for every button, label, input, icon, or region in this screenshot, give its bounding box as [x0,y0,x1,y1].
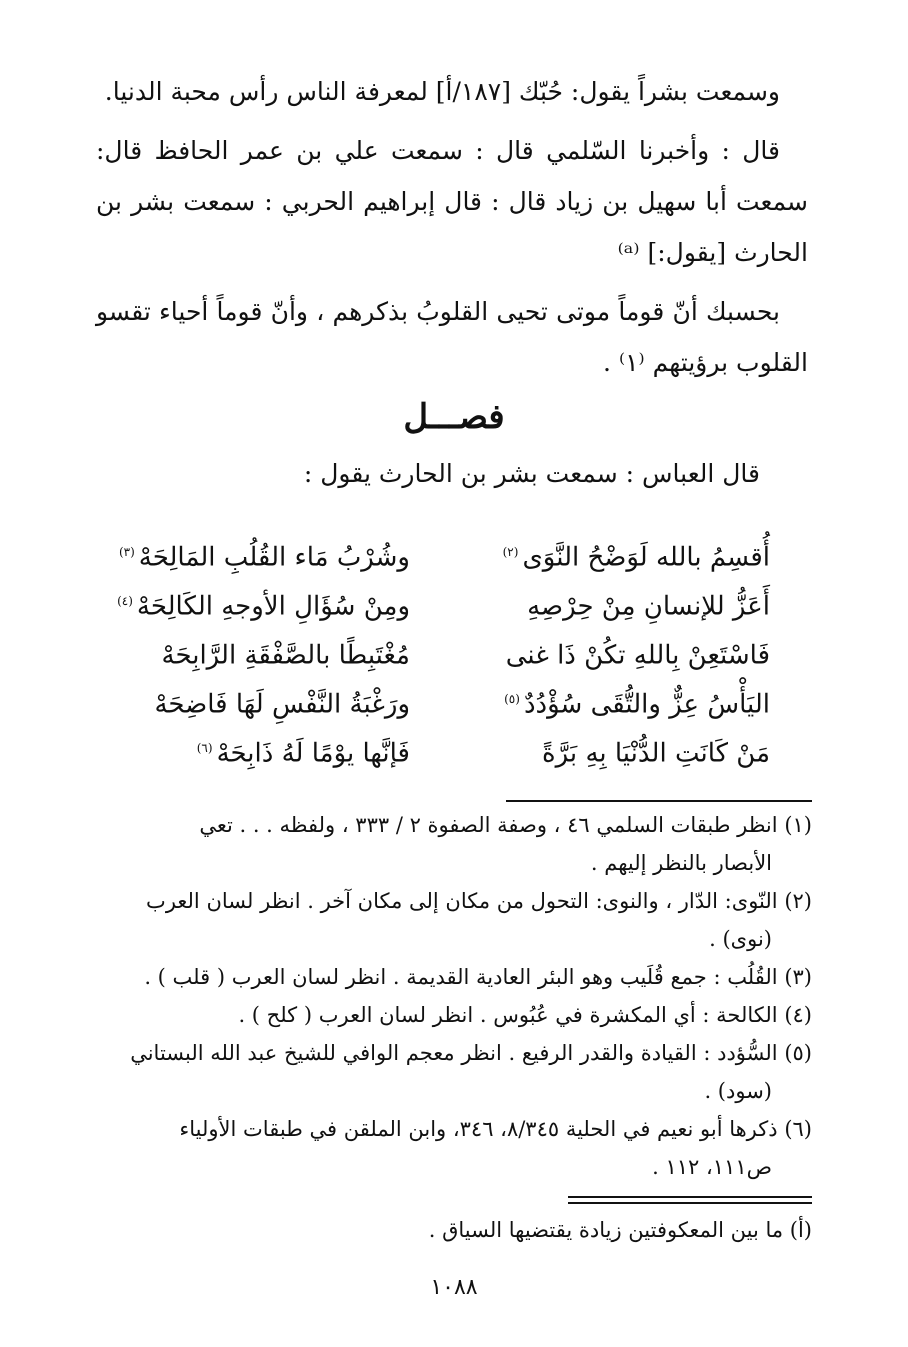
verse-second-half: مُغْتَبِطًا بالصَّفْقَةِ الرَّابِحَهْ [161,640,410,671]
verse-first-half: مَنْ كَانَتِ الدُّنْيَا بِهِ بَرَّةً [541,738,770,769]
footnote: (٢) النّوى: الدّار ، والنوى: التحول من مكان إلى مكان آخر . انظر لسان العرب (نوى) . [146,889,812,951]
poem-intro: قال العباس : سمعت بشر بن الحارث يقول : [303,459,760,488]
poem-verse [110,577,770,626]
verse-second-half: ورَغْبَةُ النَّفْسِ لَهَا فَاضِحَهْ [154,689,410,720]
poem-verse [110,675,770,724]
page-number: ١٠٨٨ [430,1275,478,1300]
footnote: (٥) السُّؤدد : القيادة والقدر الرفيع . انظر معجم الوافي للشيخ عبد الله البستاني (سود) . [130,1041,812,1103]
footnote: (٦) ذكرها أبو نعيم في الحلية ٨/٣٤٥، ٣٤٦، وابن الملقن في طبقات الأولياء ص١١١، ١١٢ . [179,1117,812,1179]
verse-first-half: أَعَزُّ للإنسانِ مِنْ حِرْصِهِ [527,591,770,622]
footnote: (١) انظر طبقات السلمي ٤٦ ، وصفة الصفوة ٢ / ٣٣٣ ، ولفظه . . . تعي الأبصار بالنظر إليهم . [199,813,812,875]
section-title: فصـــل [403,397,505,437]
verse-second-half: ومِنْ سُؤَالِ الأوجهِ الكَالِحَهْ$^{(٤)}$ [117,591,410,622]
main-text [96,66,808,396]
paragraph: وسمعت بشراً يقول: حُبّك [١٨٧/أ] لمعرفة الناس رأس محبة الدنيا. [104,77,780,106]
footnote-ref: (٤) [117,594,133,608]
editorial-note: (أ) ما بين المعكوفتين زيادة يقتضيها السياق . [428,1218,812,1242]
poem-verse [110,626,770,675]
verse-first-half: فَاسْتَعِنْ بِاللهِ تكُنْ ذَا غنى [505,640,770,671]
footnote: (٤) الكالحة : أي المكشرة في عُبُوس . انظر لسان العرب ( كلح ) . [238,1003,812,1027]
footnote-ref: (٥) [504,692,520,706]
verse-first-half: أُقسِمُ بالله لَوَضْحُ النَّوَى$^{(٢)}$ [502,542,770,573]
footnote-ref: (٣) [118,545,135,559]
footnote-divider [506,800,812,802]
editorial-divider [568,1202,812,1204]
verse-second-half: وشُرْبُ مَاء القُلُبِ المَالِحَهْ$^{(٣)}$ [118,542,410,573]
editorial-divider [568,1196,812,1198]
footnote: (٣) القُلُب : جمع قُلَيب وهو البئر العادية القديمة . انظر لسان العرب ( قلب ) . [144,965,812,989]
footnote-ref: (٦) [196,741,213,755]
verse-second-half: فَإنَّها يوْمًا لَهُ ذَابِحَهْ$^{(٦)}$ [196,738,410,769]
poem-verse [110,724,770,773]
paragraph: قال : وأخبرنا السّلمي قال : سمعت علي بن عمر الحافظ قال: سمعت أبا سهيل بن زياد قال : قال إبراهيم الحربي : سمعت بشر بن الحارث [يقول:] ⁽ᵃ⁾ [96,136,808,267]
paragraph: بحسبك أنّ قوماً موتى تحيى القلوبُ بذكرهم ، وأنّ قوماً أحياء تقسو القلوب برؤيتهم ⁽١⁾ . [96,297,808,377]
poem-verse [110,528,770,577]
verse-first-half: اليَأْسُ عِزٌّ والتُّقَى سُؤْدُدٌ$^{(٥)}$ [504,689,770,720]
footnotes [96,806,812,1186]
poem [110,528,770,773]
footnote-ref: (٢) [502,545,519,559]
